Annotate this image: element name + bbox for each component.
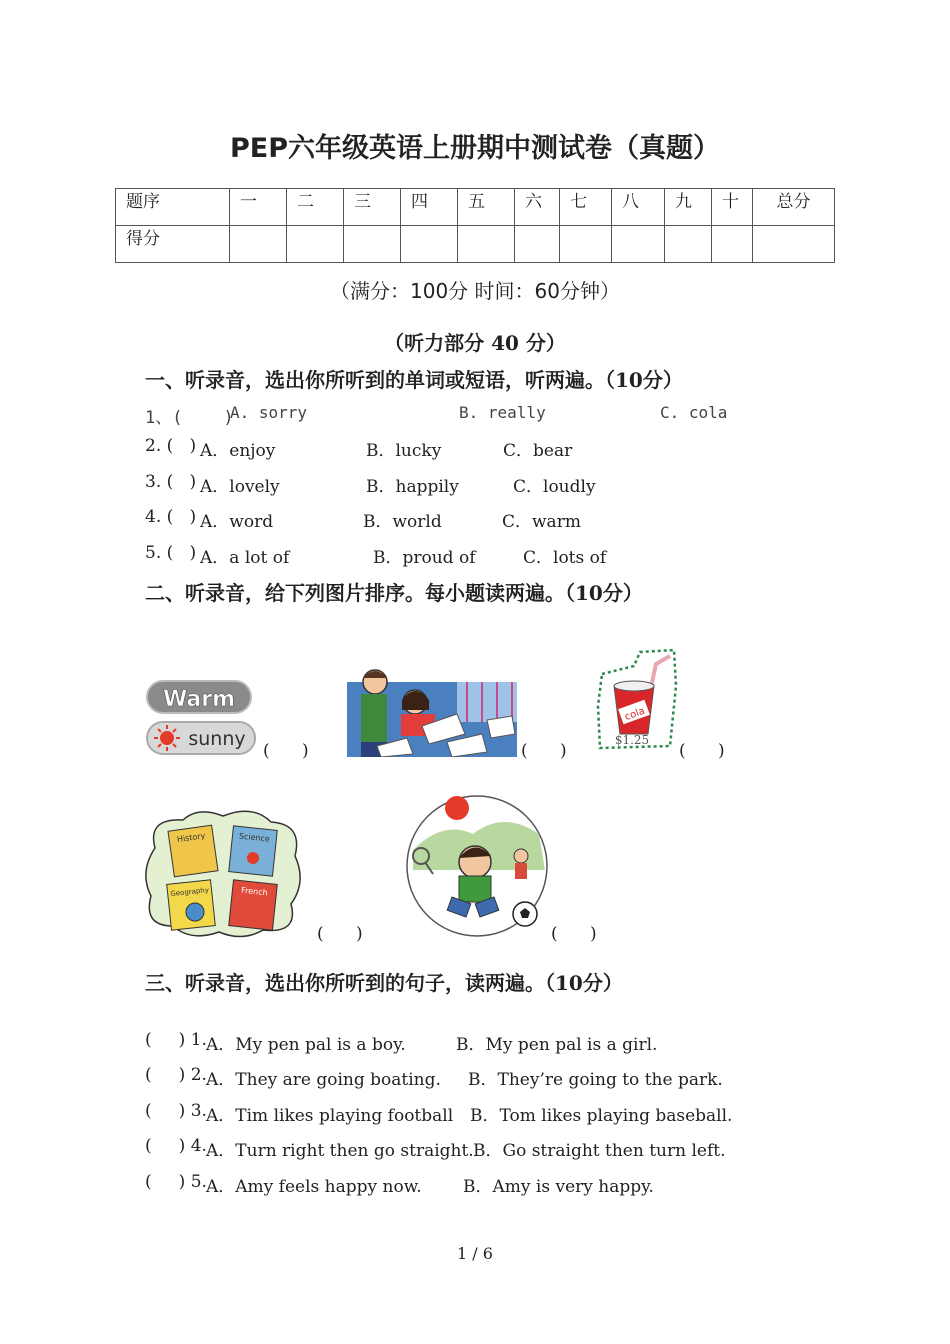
answer-blank[interactable]: ( ) 5. [145, 1172, 207, 1192]
option-c: C．loudly [513, 477, 596, 497]
answer-blank[interactable]: 1、( ) [145, 408, 234, 428]
score-cell: 二 [287, 189, 344, 226]
score-blank[interactable] [401, 226, 458, 263]
price-label: $1.25 [614, 733, 650, 747]
cola-coupon-picture [594, 646, 680, 754]
option-a: A．Turn right then go straight. [206, 1141, 474, 1161]
answer-blank[interactable]: ( ) 3. [145, 1101, 207, 1121]
option-a: A．Amy feels happy now. [206, 1177, 422, 1197]
score-cell: 题序 [116, 189, 230, 226]
option-b: B．My pen pal is a girl. [456, 1035, 658, 1055]
cola-label: cola [623, 705, 647, 724]
exam-info: （满分：100分 时间：60分钟） [330, 279, 620, 303]
option-b: B．happily [366, 477, 459, 497]
answer-blank[interactable]: 4. ( ) [145, 507, 197, 527]
school-books-picture [143, 808, 303, 940]
option-a: A．They are going boating. [206, 1070, 441, 1090]
option-b: B．proud of [373, 548, 476, 568]
option-a: A．word [200, 512, 274, 532]
pen-pal-letters-picture [347, 664, 517, 757]
answer-blank[interactable]: ( ) 2. [145, 1065, 207, 1085]
answer-blank[interactable]: 3. ( ) [145, 472, 197, 492]
option-a: A．lovely [200, 477, 280, 497]
option-c: C．lots of [523, 548, 607, 568]
score-cell: 三 [344, 189, 401, 226]
score-blank[interactable] [230, 226, 287, 263]
score-cell: 八 [612, 189, 665, 226]
score-blank[interactable] [712, 226, 753, 263]
answer-blank[interactable]: 2. ( ) [145, 436, 197, 456]
score-blank[interactable] [560, 226, 612, 263]
score-blank[interactable] [753, 226, 835, 263]
page-title: PEP六年级英语上册期中测试卷（真题） [229, 133, 721, 164]
score-blank[interactable] [344, 226, 401, 263]
score-cell: 四 [401, 189, 458, 226]
score-table-header-row [116, 189, 835, 226]
score-cell: 十 [712, 189, 753, 226]
score-cell: 九 [665, 189, 712, 226]
score-cell: 总分 [753, 189, 835, 226]
score-cell: 六 [515, 189, 560, 226]
score-blank[interactable] [458, 226, 515, 263]
page-number: 1 / 6 [457, 1244, 493, 1263]
option-a: A．a lot of [200, 548, 290, 568]
order-blank[interactable]: ( ) [551, 924, 597, 944]
score-table-score-row [116, 226, 835, 263]
order-blank[interactable]: ( ) [263, 741, 309, 761]
warm-label: Warm [162, 687, 236, 712]
listening-header: （听力部分 40 分） [384, 331, 566, 355]
option-b: B．world [363, 512, 442, 532]
score-cell: 七 [560, 189, 612, 226]
option-b: B．Go straight then turn left. [473, 1141, 726, 1161]
book-label: Geography [170, 886, 210, 899]
boy-football-picture [403, 790, 549, 938]
option-a: A．Tim likes playing football [206, 1106, 454, 1126]
score-blank[interactable] [665, 226, 712, 263]
score-blank[interactable] [515, 226, 560, 263]
sunny-label: sunny [188, 728, 246, 750]
option-b: B．lucky [366, 441, 442, 461]
section2-heading: 二、听录音，给下列图片排序。每小题读两遍。（10分） [145, 581, 643, 605]
section1-heading: 一、听录音，选出你所听到的单词或短语，听两遍。（10分） [145, 368, 683, 392]
answer-blank[interactable]: 5. ( ) [145, 543, 197, 563]
answer-blank[interactable]: ( ) 1. [145, 1030, 207, 1050]
option-b: B．Amy is very happy. [463, 1177, 654, 1197]
option-b: B．They’re going to the park. [468, 1070, 723, 1090]
section3-heading: 三、听录音，选出你所听到的句子，读两遍。（10分） [145, 971, 623, 995]
book-label: French [240, 885, 269, 898]
book-label: History [176, 831, 206, 845]
option-a: A. sorry [230, 403, 308, 422]
option-c: C. cola [660, 403, 728, 422]
order-blank[interactable]: ( ) [317, 924, 363, 944]
order-blank[interactable]: ( ) [521, 741, 567, 761]
option-c: C．bear [503, 441, 573, 461]
book-label: Science [238, 831, 271, 844]
option-c: C．warm [502, 512, 581, 532]
score-blank[interactable] [287, 226, 344, 263]
score-cell: 得分 [116, 226, 230, 263]
answer-blank[interactable]: ( ) 4. [145, 1136, 207, 1156]
option-a: A．My pen pal is a boy. [206, 1035, 406, 1055]
score-cell: 五 [458, 189, 515, 226]
option-b: B．Tom likes playing baseball. [470, 1106, 733, 1126]
weather-badges-picture [145, 678, 260, 758]
option-a: A．enjoy [200, 441, 276, 461]
score-cell: 一 [230, 189, 287, 226]
score-blank[interactable] [612, 226, 665, 263]
score-table [115, 188, 835, 263]
order-blank[interactable]: ( ) [679, 741, 725, 761]
option-b: B. really [459, 403, 546, 422]
